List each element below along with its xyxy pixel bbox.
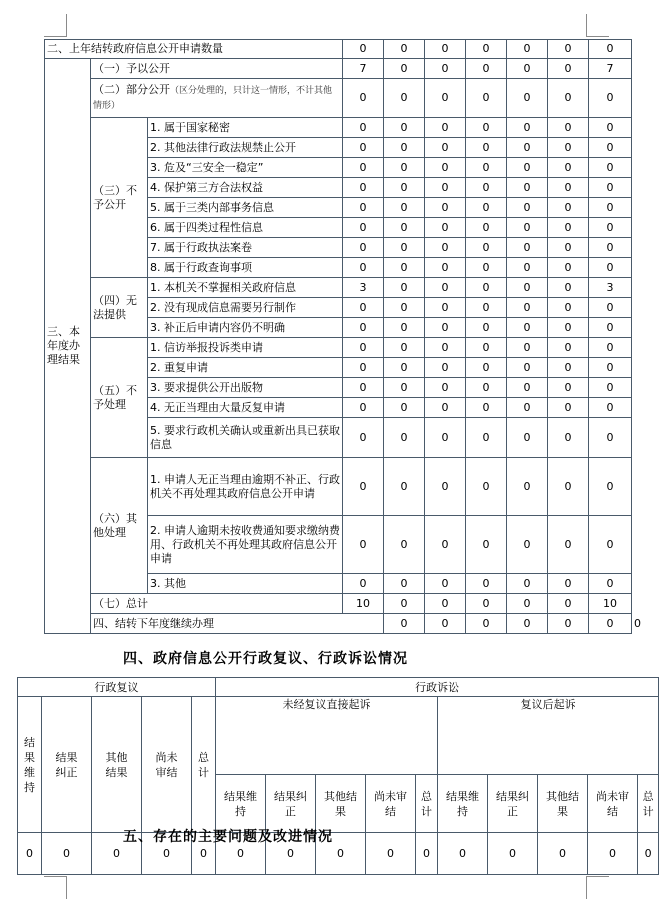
value-cell: 0 xyxy=(589,614,632,634)
value-cell: 0 xyxy=(466,318,507,338)
value-cell: 0 xyxy=(343,358,384,378)
value-cell: 0 xyxy=(343,418,384,458)
value-cell: 0 xyxy=(384,59,425,79)
direct-value: 0 xyxy=(416,833,438,875)
value-cell: 0 xyxy=(425,198,466,218)
value-cell: 0 xyxy=(343,516,384,574)
value-cell: 0 xyxy=(548,458,589,516)
value-cell: 0 xyxy=(384,318,425,338)
section-label-3: 三、本年度办理结果 xyxy=(45,59,91,634)
row-label: 7. 属于行政执法案卷 xyxy=(148,238,343,258)
value-cell: 0 xyxy=(548,338,589,358)
value-cell: 7 xyxy=(343,59,384,79)
value-cell: 0 xyxy=(548,40,589,59)
value-cell: 0 xyxy=(466,118,507,138)
value-cell: 0 xyxy=(425,59,466,79)
row-label: 2. 申请人逾期未按收费通知要求缴纳费用、行政机关不再处理其政府信息公开申请 xyxy=(148,516,343,574)
value-cell: 0 xyxy=(384,516,425,574)
after-col-1: 结果维持 xyxy=(438,775,488,833)
table-row xyxy=(45,40,632,59)
section-heading-5: 五、存在的主要问题及改进情况 xyxy=(123,829,333,845)
value-cell: 0 xyxy=(384,258,425,278)
value-cell: 3 xyxy=(343,278,384,298)
value-cell: 0 xyxy=(425,358,466,378)
value-cell: 0 xyxy=(589,40,632,59)
value-cell: 0 xyxy=(384,218,425,238)
value-cell: 0 xyxy=(507,138,548,158)
review-value: 0 xyxy=(18,833,42,875)
value-cell: 0 xyxy=(548,614,589,634)
value-cell: 0 xyxy=(507,378,548,398)
value-cell: 0 xyxy=(425,338,466,358)
group-label: （五）不予处理 xyxy=(91,338,148,458)
value-cell: 0 xyxy=(343,178,384,198)
direct-col-4: 尚未审结 xyxy=(366,775,416,833)
value-cell: 0 xyxy=(507,258,548,278)
table-row xyxy=(45,458,632,516)
value-cell: 0 xyxy=(507,59,548,79)
row-label: 四、结转下年度继续办理 xyxy=(91,614,384,634)
value-cell: 0 xyxy=(425,258,466,278)
row-label: 2. 没有现成信息需要另行制作 xyxy=(148,298,343,318)
row-label: 5. 要求行政机关确认或重新出具已获取信息 xyxy=(148,418,343,458)
value-cell: 0 xyxy=(548,79,589,118)
value-cell: 0 xyxy=(466,358,507,378)
value-cell: 0 xyxy=(384,278,425,298)
after-value: 0 xyxy=(438,833,488,875)
value-cell: 0 xyxy=(507,516,548,574)
value-cell: 0 xyxy=(507,158,548,178)
row-label: 6. 属于四类过程性信息 xyxy=(148,218,343,238)
row-label: 4. 无正当理由大量反复申请 xyxy=(148,398,343,418)
review-value: 0 xyxy=(192,833,216,875)
value-cell: 0 xyxy=(384,338,425,358)
value-cell: 0 xyxy=(548,378,589,398)
value-cell: 0 xyxy=(589,378,632,398)
value-cell: 0 xyxy=(507,218,548,238)
review-col-3: 其他结果 xyxy=(92,697,142,833)
corner-mark-bottom-left xyxy=(44,876,67,899)
value-cell: 0 xyxy=(343,218,384,238)
value-cell: 0 xyxy=(466,574,507,594)
value-cell: 0 xyxy=(507,40,548,59)
value-cell: 0 xyxy=(343,40,384,59)
review-litigation-table xyxy=(17,677,659,875)
value-cell: 0 xyxy=(343,138,384,158)
direct-col-5: 总计 xyxy=(416,775,438,833)
value-cell: 0 xyxy=(548,158,589,178)
direct-value: 0 xyxy=(216,833,266,875)
value-cell: 0 xyxy=(548,59,589,79)
group-label: （六）其他处理 xyxy=(91,458,148,594)
value-cell: 0 xyxy=(548,318,589,338)
value-cell: 0 xyxy=(466,594,507,614)
value-cell: 0 xyxy=(589,358,632,378)
value-cell: 0 xyxy=(507,358,548,378)
value-cell: 0 xyxy=(589,79,632,118)
value-cell: 0 xyxy=(589,238,632,258)
row-label: 3. 危及“三安全一稳定” xyxy=(148,158,343,178)
value-cell: 0 xyxy=(589,338,632,358)
value-cell: 0 xyxy=(589,574,632,594)
value-cell: 0 xyxy=(589,118,632,138)
value-cell: 0 xyxy=(548,198,589,218)
value-cell: 0 xyxy=(343,238,384,258)
value-cell: 0 xyxy=(384,574,425,594)
value-cell: 0 xyxy=(343,458,384,516)
value-cell: 0 xyxy=(507,458,548,516)
value-cell: 0 xyxy=(507,318,548,338)
value-cell: 0 xyxy=(466,218,507,238)
value-cell: 0 xyxy=(507,298,548,318)
value-cell: 0 xyxy=(507,398,548,418)
value-cell: 0 xyxy=(466,458,507,516)
value-cell: 0 xyxy=(384,418,425,458)
value-cell: 0 xyxy=(466,138,507,158)
direct-suit-header: 未经复议直接起诉 xyxy=(216,697,438,775)
value-cell: 0 xyxy=(343,574,384,594)
partial-open-note: （区分处理的，只计这一情形，不计其他情形） xyxy=(93,86,333,111)
review-col-5: 总计 xyxy=(192,697,216,833)
row-label: 8. 属于行政查询事项 xyxy=(148,258,343,278)
value-cell: 7 xyxy=(589,59,632,79)
direct-value: 0 xyxy=(366,833,416,875)
row-label: 1. 申请人无正当理由逾期不补正、行政机关不再处理其政府信息公开申请 xyxy=(148,458,343,516)
value-cell: 0 xyxy=(425,516,466,574)
value-cell: 0 xyxy=(384,594,425,614)
row-label: 2. 其他法律行政法规禁止公开 xyxy=(148,138,343,158)
value-cell: 0 xyxy=(507,198,548,218)
value-cell: 0 xyxy=(589,178,632,198)
litigation-header: 行政诉讼 xyxy=(216,678,659,697)
value-cell: 0 xyxy=(548,218,589,238)
group-label: （三）不予公开 xyxy=(91,118,148,278)
value-cell: 0 xyxy=(507,418,548,458)
value-cell: 0 xyxy=(343,79,384,118)
value-cell: 0 xyxy=(589,318,632,338)
value-cell: 0 xyxy=(466,79,507,118)
value-cell: 0 xyxy=(466,614,507,634)
value-cell: 0 xyxy=(548,358,589,378)
after-col-5: 总计 xyxy=(638,775,659,833)
value-cell: 0 xyxy=(343,378,384,398)
value-cell: 0 xyxy=(343,298,384,318)
row-label: 3. 其他 xyxy=(148,574,343,594)
value-cell: 0 xyxy=(589,138,632,158)
row-label: 1. 本机关不掌握相关政府信息 xyxy=(148,278,343,298)
value-cell: 0 xyxy=(384,378,425,398)
value-cell: 0 xyxy=(425,318,466,338)
value-cell: 0 xyxy=(466,516,507,574)
row-label: （七）总计 xyxy=(91,594,343,614)
value-cell: 0 xyxy=(466,418,507,458)
value-cell: 0 xyxy=(548,118,589,138)
value-cell: 0 xyxy=(466,158,507,178)
value-cell: 0 xyxy=(466,278,507,298)
direct-value: 0 xyxy=(266,833,316,875)
value-cell: 0 xyxy=(589,258,632,278)
value-cell: 0 xyxy=(425,40,466,59)
after-value: 0 xyxy=(588,833,638,875)
value-cell: 0 xyxy=(384,238,425,258)
row-label: 1. 信访举报投诉类申请 xyxy=(148,338,343,358)
value-cell: 0 xyxy=(548,574,589,594)
value-cell: 0 xyxy=(507,79,548,118)
value-cell: 0 xyxy=(343,198,384,218)
value-cell: 0 xyxy=(466,198,507,218)
value-cell: 0 xyxy=(548,298,589,318)
row-label: 二、上年结转政府信息公开申请数量 xyxy=(45,40,343,59)
review-value: 0 xyxy=(42,833,92,875)
value-cell: 0 xyxy=(425,178,466,198)
value-cell: 0 xyxy=(548,178,589,198)
value-cell: 3 xyxy=(589,278,632,298)
value-cell: 0 xyxy=(425,398,466,418)
value-cell: 0 xyxy=(589,198,632,218)
value-cell: 0 xyxy=(425,574,466,594)
value-cell: 0 xyxy=(466,398,507,418)
value-cell: 0 xyxy=(425,614,466,634)
value-cell: 0 xyxy=(384,298,425,318)
value-cell: 0 xyxy=(425,118,466,138)
value-cell: 0 xyxy=(466,40,507,59)
value-cell: 0 xyxy=(384,398,425,418)
value-cell: 0 xyxy=(343,258,384,278)
value-cell: 0 xyxy=(384,178,425,198)
after-value: 0 xyxy=(538,833,588,875)
value-cell: 0 xyxy=(507,614,548,634)
value-cell: 0 xyxy=(425,298,466,318)
review-value: 0 xyxy=(142,833,192,875)
value-cell: 0 xyxy=(384,158,425,178)
value-cell: 0 xyxy=(589,418,632,458)
row-label: （一）予以公开 xyxy=(91,59,343,79)
table-row xyxy=(45,59,632,79)
value-cell: 0 xyxy=(507,118,548,138)
value-cell: 0 xyxy=(589,516,632,574)
review-header: 行政复议 xyxy=(18,678,216,697)
value-cell: 0 xyxy=(466,59,507,79)
value-cell: 0 xyxy=(425,218,466,238)
review-value: 0 xyxy=(92,833,142,875)
value-cell: 0 xyxy=(343,158,384,178)
value-cell: 0 xyxy=(466,178,507,198)
after-col-2: 结果纠正 xyxy=(488,775,538,833)
value-cell: 0 xyxy=(384,138,425,158)
value-cell: 0 xyxy=(425,458,466,516)
value-cell: 0 xyxy=(589,298,632,318)
corner-mark-bottom-right xyxy=(586,876,609,899)
value-cell: 0 xyxy=(384,198,425,218)
value-cell: 0 xyxy=(425,418,466,458)
after-value: 0 xyxy=(638,833,659,875)
table-row xyxy=(45,79,632,118)
review-col-1: 结果维持 xyxy=(18,697,42,833)
value-cell: 0 xyxy=(343,398,384,418)
value-cell: 0 xyxy=(548,516,589,574)
value-cell: 0 xyxy=(384,358,425,378)
row-label: 1. 属于国家秘密 xyxy=(148,118,343,138)
value-cell: 10 xyxy=(343,594,384,614)
value-cell: 0 xyxy=(466,298,507,318)
value-cell: 0 xyxy=(384,458,425,516)
value-cell: 0 xyxy=(425,238,466,258)
value-cell: 0 xyxy=(343,338,384,358)
value-cell: 0 xyxy=(507,278,548,298)
row-label: 2. 重复申请 xyxy=(148,358,343,378)
value-cell: 0 xyxy=(343,318,384,338)
value-cell: 0 xyxy=(466,258,507,278)
value-cell: 0 xyxy=(507,594,548,614)
review-col-2: 结果纠正 xyxy=(42,697,92,833)
value-cell: 0 xyxy=(548,398,589,418)
value-cell: 0 xyxy=(425,378,466,398)
row-label: 5. 属于三类内部事务信息 xyxy=(148,198,343,218)
processing-results-table xyxy=(44,39,642,634)
value-cell: 10 xyxy=(589,594,632,614)
row-label: 4. 保护第三方合法权益 xyxy=(148,178,343,198)
value-cell: 0 xyxy=(466,238,507,258)
table-row xyxy=(45,338,632,358)
value-cell: 0 xyxy=(507,238,548,258)
value-cell: 0 xyxy=(548,138,589,158)
row-label: 3. 要求提供公开出版物 xyxy=(148,378,343,398)
value-cell: 0 xyxy=(507,338,548,358)
value-cell: 0 xyxy=(548,594,589,614)
value-cell: 0 xyxy=(384,79,425,118)
value-cell: 0 xyxy=(507,574,548,594)
value-cell: 0 xyxy=(548,238,589,258)
direct-value: 0 xyxy=(316,833,366,875)
value-cell: 0 xyxy=(507,178,548,198)
value-cell: 0 xyxy=(384,614,425,634)
section-heading-4: 四、政府信息公开行政复议、行政诉讼情况 xyxy=(123,651,408,667)
direct-col-3: 其他结果 xyxy=(316,775,366,833)
value-cell: 0 xyxy=(384,118,425,138)
table-row xyxy=(45,118,632,138)
value-cell: 0 xyxy=(466,338,507,358)
value-cell: 0 xyxy=(425,158,466,178)
table-row xyxy=(45,278,632,298)
corner-mark-top-left xyxy=(44,14,67,37)
value-cell: 0 xyxy=(548,418,589,458)
value-cell: 0 xyxy=(425,79,466,118)
value-cell: 0 xyxy=(425,278,466,298)
direct-col-1: 结果维持 xyxy=(216,775,266,833)
value-cell: 0 xyxy=(589,158,632,178)
value-cell: 0 xyxy=(343,118,384,138)
value-cell: 0 xyxy=(548,258,589,278)
value-cell: 0 xyxy=(425,594,466,614)
value-cell: 0 xyxy=(589,218,632,238)
table-row: 四、结转下年度继续办理 0 0 0 0 0 0 0 xyxy=(45,614,632,634)
value-cell: 0 xyxy=(548,278,589,298)
partial-open-label: （二）部分公开 xyxy=(93,83,170,96)
value-cell: 0 xyxy=(425,138,466,158)
value-cell: 0 xyxy=(589,398,632,418)
after-col-4: 尚未审结 xyxy=(588,775,638,833)
table-row xyxy=(45,594,632,614)
group-label: （四）无法提供 xyxy=(91,278,148,338)
value-cell: 0 xyxy=(466,378,507,398)
direct-col-2: 结果纠正 xyxy=(266,775,316,833)
after-review-header: 复议后起诉 xyxy=(438,697,659,775)
after-value: 0 xyxy=(488,833,538,875)
corner-mark-top-right xyxy=(586,14,609,37)
after-col-3: 其他结果 xyxy=(538,775,588,833)
value-cell: 0 xyxy=(384,40,425,59)
review-col-4: 尚未审结 xyxy=(142,697,192,833)
value-cell: 0 xyxy=(589,458,632,516)
row-label: 3. 补正后申请内容仍不明确 xyxy=(148,318,343,338)
row-label xyxy=(91,79,343,118)
